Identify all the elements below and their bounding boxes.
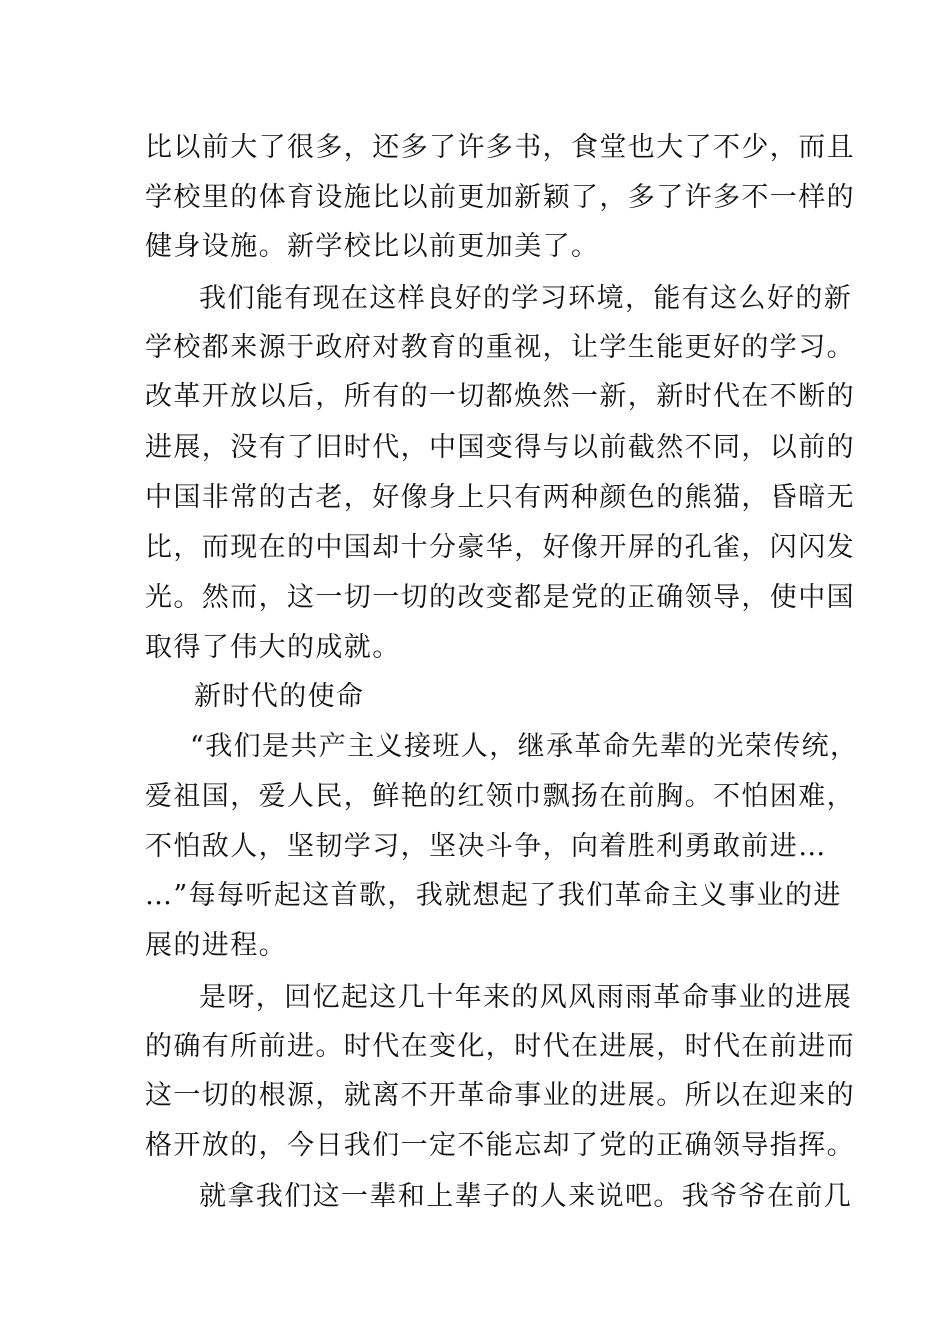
text-line: 学校都来源于政府对教育的重视，让学生能更好的学习。 (145, 332, 855, 363)
text-line: 的确有所前进。时代在变化，时代在进展，时代在前进而 (145, 1031, 855, 1062)
text-line: 取得了伟大的成就。 (145, 632, 401, 663)
text-line: 中国非常的古老，好像身上只有两种颜色的熊猫，昏暗无 (145, 482, 855, 513)
text-line: 展的进程。 (145, 930, 287, 961)
paragraph-first-line: 就拿我们这一辈和上辈子的人来说吧。我爷爷在前几 (199, 1181, 853, 1212)
text-line: 改革开放以后，所有的一切都焕然一新，新时代在不断的 (145, 381, 855, 412)
text-line: 不怕敌人，坚韧学习，坚决斗争，向着胜利勇敢前进… (145, 831, 827, 862)
text-line: 学校里的体育设施比以前更加新颖了，多了许多不一样的 (145, 182, 855, 213)
text-line: 爱祖国，爱人民，鲜艳的红领巾飘扬在前胸。不怕困难， (145, 781, 855, 812)
paragraph-first-line: 是呀，回忆起这几十年来的风风雨雨革命事业的进展 (199, 982, 853, 1013)
text-line: 比以前大了很多，还多了许多书，食堂也大了不少，而且 (145, 132, 855, 163)
text-line: 健身设施。新学校比以前更加美了。 (145, 231, 600, 262)
text-line: 光。然而，这一切一切的改变都是党的正确领导，使中国 (145, 582, 855, 613)
text-line: 格开放的，今日我们一定不能忘却了党的正确领导指挥。 (145, 1130, 855, 1161)
section-heading: 新时代的使命 (194, 681, 365, 712)
text-line: 进展，没有了旧时代，中国变得与以前截然不同，以前的 (145, 432, 855, 463)
text-line: 比，而现在的中国却十分豪华，好像开屏的孔雀，闪闪发 (145, 532, 855, 563)
text-line: …”每每听起这首歌，我就想起了我们革命主义事业的进 (145, 880, 842, 911)
text-line: 这一切的根源，就离不开革命事业的进展。所以在迎来的 (145, 1080, 855, 1111)
paragraph-first-line: 我们能有现在这样良好的学习环境，能有这么好的新 (199, 283, 853, 314)
paragraph-first-line: “我们是共产主义接班人，继承革命先辈的光荣传统， (190, 731, 859, 762)
